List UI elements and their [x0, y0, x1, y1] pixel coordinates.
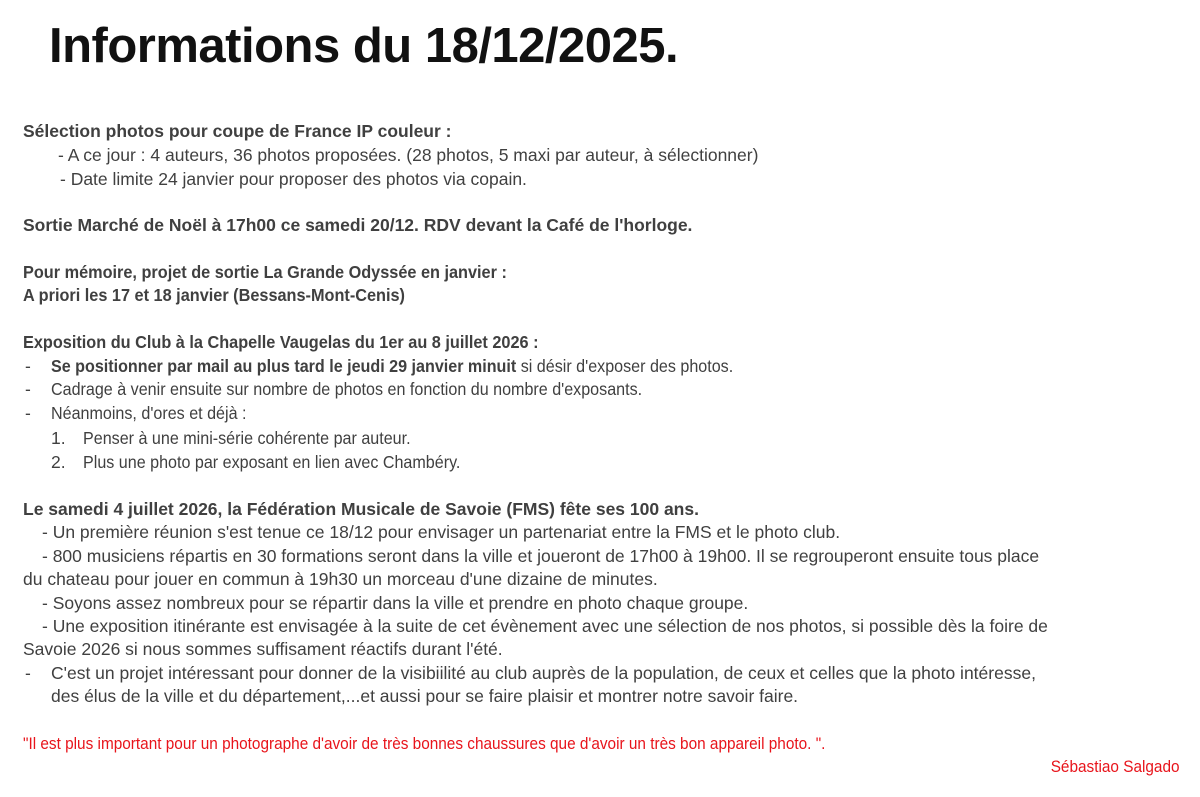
fms-last-item-cont: des élus de la ville et du département,...et aussi pour se faire plaisir et montrer notre savoir faire.: [51, 686, 799, 706]
section-exposition-heading: Exposition du Club à la Chapelle Vaugelas du 1er au 8 juillet 2026 :: [23, 332, 539, 352]
section-noel-heading: Sortie Marché de Noël à 17h00 ce samedi 20/12. RDV devant la Café de l'horloge.: [23, 215, 693, 235]
fms-line: Savoie 2026 si nous sommes suffisament réactifs durant l'été.: [23, 639, 503, 659]
page-title: Informations du 18/12/2025.: [49, 19, 679, 73]
exposition-item: Cadrage à venir ensuite sur nombre de photos en fonction du nombre d'exposants.: [51, 379, 643, 399]
bullet-dash: -: [25, 663, 31, 683]
numbered-marker: 1.: [51, 428, 66, 448]
numbered-item: Penser à une mini-série cohérente par auteur.: [83, 428, 411, 448]
coupe-item: - A ce jour : 4 auteurs, 36 photos proposées. (28 photos, 5 maxi par auteur, à sélectionner): [58, 145, 759, 165]
bullet-dash: -: [25, 379, 31, 399]
bullet-dash: -: [25, 356, 31, 376]
fms-last-item: C'est un projet intéressant pour donner de la visibiilité au club auprès de la population, de ceux et celles que la photo intéresse,: [51, 663, 1036, 683]
fms-line: - Soyons assez nombreux pour se répartir dans la ville et prendre en photo chaque groupe.: [42, 593, 749, 613]
fms-line: - 800 musiciens répartis en 30 formations seront dans la ville et joueront de 17h00 à 19h00. Il se regrouperont ensuite tous place: [42, 546, 1040, 566]
exposition-item: Néanmoins, d'ores et déjà :: [51, 403, 247, 423]
section-fms-heading: Le samedi 4 juillet 2026, la Fédération Musicale de Savoie (FMS) fête ses 100 ans.: [23, 499, 699, 519]
quote-text: "Il est plus important pour un photographe d'avoir de très bonnes chaussures que d'avoir un très bon appareil photo. ".: [23, 735, 826, 753]
fms-line: du chateau pour jouer en commun à 19h30 un morceau d'une dizaine de minutes.: [23, 569, 658, 589]
numbered-item: Plus une photo par exposant en lien avec Chambéry.: [83, 452, 461, 472]
bullet-dash: -: [25, 403, 31, 423]
section-odyssee-heading: Pour mémoire, projet de sortie La Grande Odyssée en janvier :: [23, 262, 507, 282]
fms-line: - Une exposition itinérante est envisagée à la suite de cet évènement avec une sélection de nos photos, si possible dès la foire de: [42, 616, 1048, 636]
exposition-item-rest: si désir d'exposer des photos.: [516, 356, 734, 376]
fms-line: - Un première réunion s'est tenue ce 18/12 pour envisager un partenariat entre la FMS et le photo club.: [42, 522, 841, 542]
section-coupe-heading: Sélection photos pour coupe de France IP couleur :: [23, 121, 452, 141]
coupe-item: - Date limite 24 janvier pour proposer des photos via copain.: [60, 169, 527, 189]
exposition-item-bold: Se positionner par mail au plus tard le jeudi 29 janvier minuit: [51, 356, 517, 376]
exposition-item: [51, 355, 733, 378]
quote-author: Sébastiao Salgado: [1051, 758, 1180, 776]
numbered-marker: 2.: [51, 452, 66, 472]
section-odyssee-dates: A priori les 17 et 18 janvier (Bessans-Mont-Cenis): [23, 285, 405, 305]
